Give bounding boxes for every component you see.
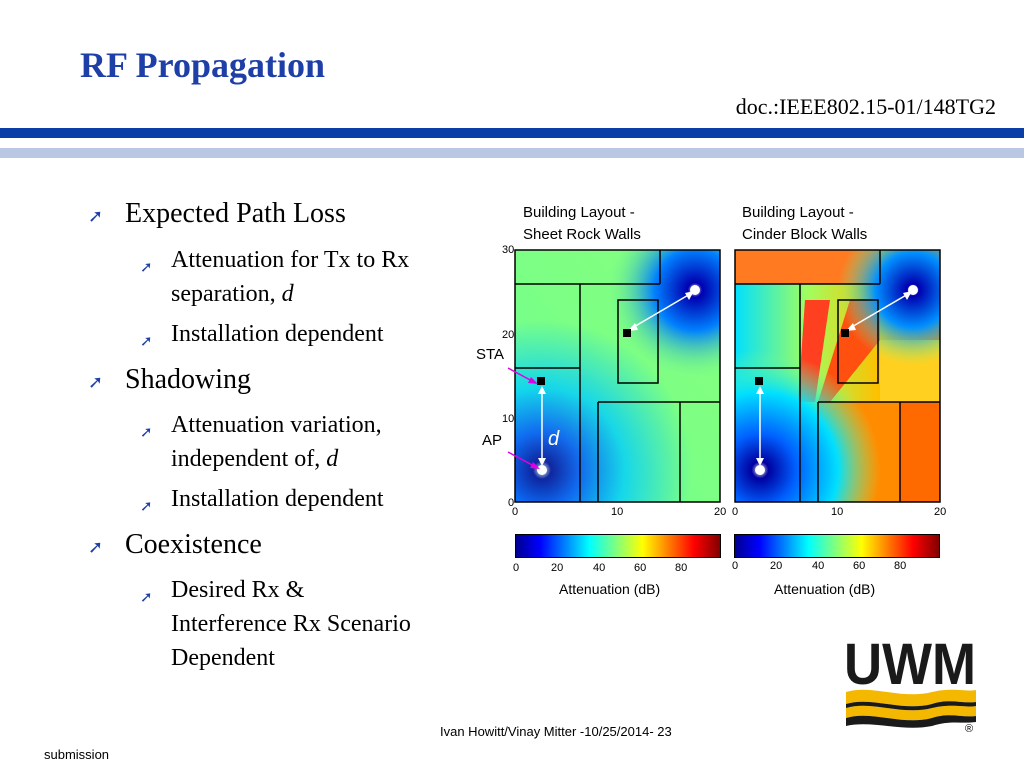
colorbar-label: Attenuation (dB) bbox=[774, 581, 876, 597]
colorbar-tick: 20 bbox=[551, 562, 564, 574]
distance-symbol: d bbox=[326, 446, 339, 472]
header-divider-dark bbox=[0, 128, 1024, 138]
y-tick: 30 bbox=[502, 244, 515, 256]
arrow-bullet-icon: ➚ bbox=[140, 588, 153, 606]
x-tick: 20 bbox=[714, 506, 727, 518]
colorbar-tick: 0 bbox=[513, 562, 520, 574]
sta-label: STA bbox=[476, 346, 505, 363]
sub-bullet-item bbox=[0, 408, 480, 476]
distance-label: d bbox=[548, 428, 560, 450]
colorbar-tick: 20 bbox=[770, 560, 783, 572]
colorbar-tick: 80 bbox=[894, 560, 907, 572]
distance-symbol: d bbox=[281, 281, 294, 307]
x-tick: 0 bbox=[732, 506, 739, 518]
left-colorbar bbox=[515, 534, 721, 558]
slide-title: RF Propagation bbox=[80, 45, 326, 85]
arrow-bullet-icon: ➚ bbox=[140, 497, 153, 515]
arrow-bullet-icon: ➚ bbox=[88, 206, 104, 227]
arrow-bullet-icon: ➚ bbox=[140, 423, 153, 441]
sub-bullet-text: independent of, bbox=[171, 446, 327, 472]
sub-bullet-text: Interference Rx Scenario bbox=[171, 611, 411, 637]
colorbar-tick: 60 bbox=[853, 560, 866, 572]
sub-bullet-text: Installation dependent bbox=[171, 486, 384, 512]
sub-bullet-text: Attenuation for Tx to Rx bbox=[171, 247, 410, 273]
x-tick: 10 bbox=[611, 506, 624, 518]
submission-label: submission bbox=[44, 747, 110, 762]
colorbar-tick: 60 bbox=[634, 562, 647, 574]
colorbar-tick: 80 bbox=[675, 562, 688, 574]
colorbar-label: Attenuation (dB) bbox=[559, 581, 661, 597]
y-tick: 0 bbox=[508, 497, 515, 509]
sub-bullet-item bbox=[0, 317, 480, 351]
bullet-text: Expected Path Loss bbox=[125, 198, 346, 229]
colorbar-tick: 40 bbox=[593, 562, 606, 574]
right-map-caption: Building Layout - Cinder Block Walls bbox=[742, 204, 868, 243]
slide-footer: Ivan Howitt/Vinay Mitter -10/25/2014- 23 bbox=[440, 724, 672, 739]
x-tick: 0 bbox=[512, 506, 519, 518]
x-tick: 10 bbox=[831, 506, 844, 518]
header-divider-light bbox=[0, 148, 1024, 158]
y-tick: 20 bbox=[502, 329, 515, 341]
colorbar-tick: 40 bbox=[812, 560, 825, 572]
logo-text: UWM bbox=[844, 632, 976, 697]
ap-label: AP bbox=[482, 432, 503, 449]
sub-bullet-item bbox=[0, 243, 480, 311]
colorbar-tick: 0 bbox=[732, 560, 739, 572]
document-id: doc.:IEEE802.15-01/148TG2 bbox=[735, 94, 996, 119]
sub-bullet-item bbox=[0, 573, 480, 675]
right-attenuation-map bbox=[730, 240, 950, 520]
left-map-caption: Building Layout - Sheet Rock Walls bbox=[523, 204, 641, 243]
bullet-item bbox=[0, 529, 480, 569]
right-colorbar bbox=[734, 534, 940, 558]
sub-bullet-text: Desired Rx & bbox=[171, 577, 305, 603]
sub-bullet-text: separation, bbox=[171, 281, 282, 307]
bullet-item bbox=[0, 364, 480, 404]
bullet-text: Shadowing bbox=[125, 364, 251, 395]
sub-bullet-item bbox=[0, 482, 480, 516]
x-tick: 20 bbox=[934, 506, 947, 518]
sub-bullet-text: Installation dependent bbox=[171, 321, 384, 347]
y-tick: 10 bbox=[502, 413, 515, 425]
sub-bullet-text: Attenuation variation, bbox=[171, 412, 382, 438]
arrow-bullet-icon: ➚ bbox=[140, 332, 153, 350]
left-attenuation-map bbox=[470, 240, 730, 520]
bullet-item bbox=[0, 198, 480, 238]
registered-mark: ® bbox=[965, 723, 974, 735]
uwm-logo bbox=[842, 632, 982, 736]
arrow-bullet-icon: ➚ bbox=[140, 258, 153, 276]
arrow-bullet-icon: ➚ bbox=[88, 537, 104, 558]
sub-bullet-text: Dependent bbox=[171, 645, 275, 671]
bullet-text: Coexistence bbox=[125, 529, 262, 560]
arrow-bullet-icon: ➚ bbox=[88, 372, 104, 393]
